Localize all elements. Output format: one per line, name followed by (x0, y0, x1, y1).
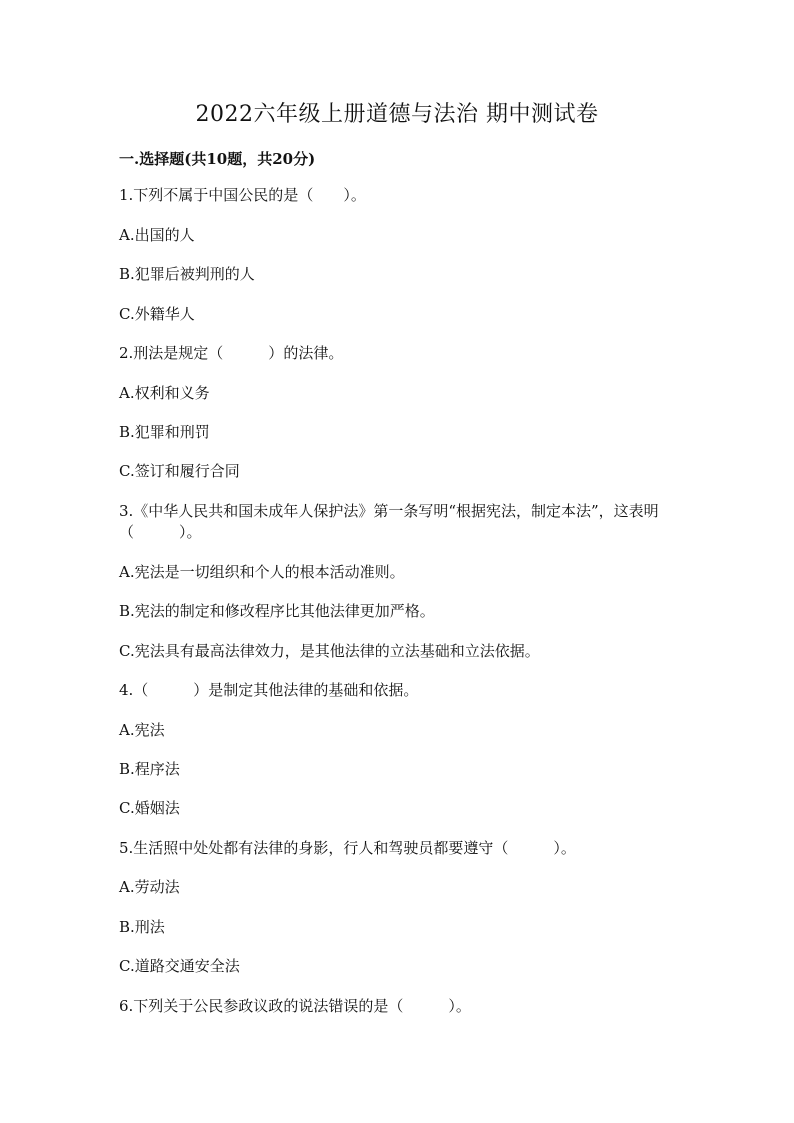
section-header: 一.选择题(共10题，共20分) (119, 150, 316, 168)
question-4-option-b: B.程序法 (119, 760, 180, 778)
question-5-stem: 5.生活照中处处都有法律的身影，行人和驾驶员都要遵守（ ）。 (119, 839, 576, 857)
question-5-option-b: B.刑法 (119, 918, 165, 936)
question-6-stem: 6.下列关于公民参政议政的说法错误的是（ ）。 (119, 997, 471, 1015)
question-1-option-c: C.外籍华人 (119, 305, 195, 323)
exam-title: 2022六年级上册道德与法治 期中测试卷 (195, 102, 599, 127)
question-1-option-b: B.犯罪后被判刑的人 (119, 265, 255, 283)
question-4-option-a: A.宪法 (119, 721, 165, 739)
question-3-option-b: B.宪法的制定和修改程序比其他法律更加严格。 (119, 602, 435, 620)
question-1-stem: 1.下列不属于中国公民的是（ ）。 (119, 186, 366, 204)
question-2-option-a: A.权利和义务 (119, 384, 210, 402)
question-4-stem: 4.（ ）是制定其他法律的基础和依据。 (119, 681, 419, 699)
question-2-option-c: C.签订和履行合同 (119, 462, 240, 480)
question-2-option-b: B.犯罪和刑罚 (119, 423, 210, 441)
question-1-option-a: A.出国的人 (119, 226, 195, 244)
question-3-stem: 3.《中华人民共和国未成年人保护法》第一条写明“根据宪法，制定本法”，这表明（ ）。 (119, 502, 659, 541)
question-5-option-c: C.道路交通安全法 (119, 957, 240, 975)
question-4-option-c: C.婚姻法 (119, 799, 180, 817)
question-5-option-a: A.劳动法 (119, 878, 180, 896)
question-3-option-a: A.宪法是一切组织和个人的根本活动准则。 (119, 563, 405, 581)
question-2-stem: 2.刑法是规定（ ）的法律。 (119, 344, 344, 362)
question-3-option-c: C.宪法具有最高法律效力，是其他法律的立法基础和立法依据。 (119, 642, 540, 660)
